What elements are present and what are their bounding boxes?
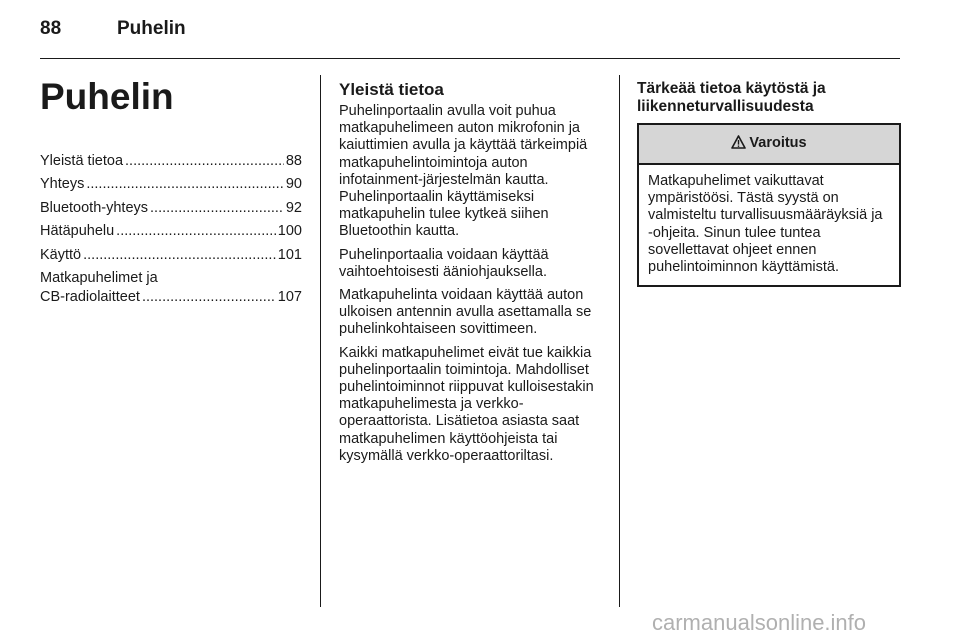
warning-box: [637, 123, 901, 287]
toc-leader: [86, 175, 284, 194]
warning-title: Varoitus: [749, 135, 807, 152]
safety-section: [637, 80, 901, 287]
toc-entry-line2: [40, 288, 302, 307]
toc-entry-page: 107: [277, 289, 302, 306]
toc-entry-page: 88: [285, 153, 302, 169]
toc-leader: [150, 199, 284, 218]
watermark: carmanualsonline.info: [652, 610, 867, 635]
toc-entry-page: 90: [285, 176, 302, 193]
page-number: 88: [40, 18, 62, 39]
section-heading: Tärkeää tietoa käytöstä ja liikenneturvallisuudesta: [637, 80, 826, 115]
toc-entry-title-line1: Matkapuhelimet ja: [40, 270, 158, 287]
toc-entry-title: Bluetooth-yhteys: [40, 199, 149, 216]
toc-entry-title: Käyttö: [40, 246, 82, 263]
toc-entry-page: 101: [277, 246, 302, 263]
paragraph: Kaikki matkapuhelimet eivät tue kaikkia puhelinportaalin toimintoja. Mahdolliset puhelintoiminnot riippuvat kulloisestakin matkapuhelimesta ja verkko-operaattorista. Lisätietoa asiasta saat matkapuhelimen käyttöohjeista tai kysymällä verkko-operaattoriltasi.: [339, 344, 594, 464]
warning-triangle-icon: [731, 135, 746, 153]
chapter-title: Puhelin: [40, 76, 174, 117]
header-rule: [40, 58, 900, 59]
toc-entry[interactable]: [40, 152, 302, 171]
toc-entry-title: Yhteys: [40, 176, 85, 193]
toc-leader: [142, 288, 276, 307]
paragraph: Matkapuhelinta voidaan käyttää auton ulkoisen antennin avulla asettamalla se puhelinkohtaiseen sovittimeen.: [339, 287, 592, 338]
toc-entry-title: CB-radiolaitteet: [40, 289, 140, 306]
toc-entry-page: 100: [277, 223, 302, 240]
toc-entry[interactable]: [40, 175, 302, 194]
toc-entry-title: Yleistä tietoa: [40, 153, 124, 169]
toc-entry-title: Hätäpuhelu: [40, 223, 115, 240]
column-divider: [320, 75, 321, 607]
warning-text: Matkapuhelimet vaikuttavat ympäristöösi. Tästä syystä on valmisteltu turvallisuusmääräyksiä ja -ohjeita. Sinun tulee tuntea sovellettavat ohjeet ennen puhelintoiminnon käyttämistä.: [648, 173, 883, 276]
toc-entry[interactable]: [40, 246, 302, 265]
column-divider: [619, 75, 620, 607]
toc-leader: [125, 152, 284, 171]
toc-leader: [83, 246, 276, 265]
running-header: Puhelin: [117, 18, 186, 39]
paragraph: Puhelinportaalin avulla voit puhua matkapuhelimeen auton mikrofonin ja kaiuttimien avulla ja käyttää tärkeimpiä matkapuhelintoimintoja auton infotainment-järjestelmän kautta. Puhelinportaalin käyttämiseksi matkapuhelin tulee kytkeä siihen Bluetoothin kautta.: [339, 103, 588, 240]
paragraph: Puhelinportaalia voidaan käyttää vaihtoehtoisesti ääniohjauksella.: [339, 246, 549, 280]
toc-entry-page: 92: [285, 199, 302, 216]
toc-entry[interactable]: [40, 199, 302, 218]
toc-entry[interactable]: [40, 269, 302, 308]
section-heading: Yleistä tietoa: [339, 80, 444, 99]
toc-entry[interactable]: [40, 222, 302, 241]
table-of-contents: [40, 152, 302, 308]
toc-leader: [116, 222, 276, 241]
general-section: [339, 80, 607, 471]
warning-header: [639, 125, 899, 165]
